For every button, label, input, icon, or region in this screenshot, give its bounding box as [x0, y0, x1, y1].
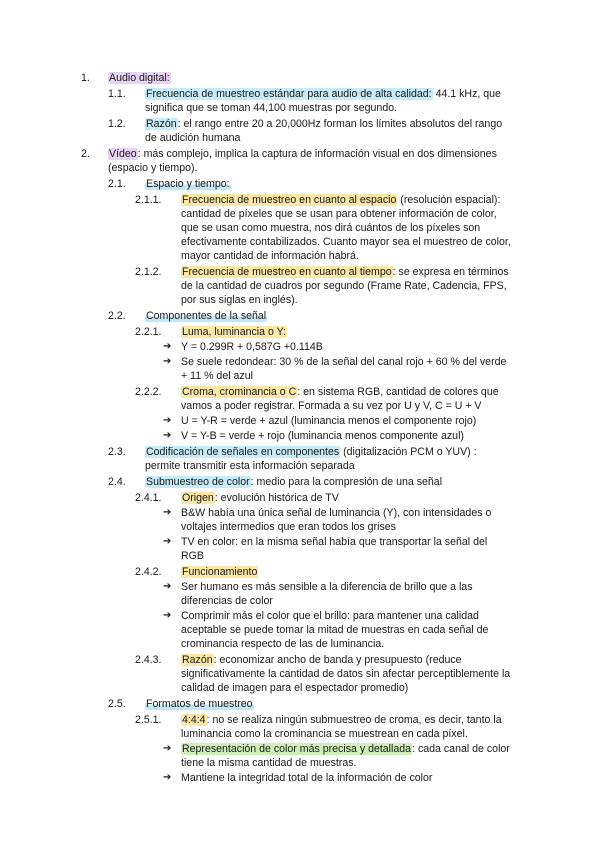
item-text	[181, 325, 287, 339]
highlight-blue: Formatos de muestreo	[146, 698, 253, 710]
right-arrow-icon: ➔	[163, 610, 172, 621]
highlight-blue: Componentes de la señal	[146, 310, 267, 322]
item-text	[181, 565, 258, 579]
bullet-text: tiene la misma cantidad de muestras.	[181, 757, 357, 769]
item-text: por sus siglas en inglés).	[181, 294, 298, 306]
item-text: Croma, crominancia o C: en sistema RGB, cantidad de colores que	[182, 386, 499, 398]
list-number: 2.1.1.	[135, 194, 162, 206]
bullet-text: B&W había una única señal de luminancia (Y), con intensidades o	[181, 507, 492, 519]
list-number: 2.1.	[108, 178, 126, 190]
highlight-yellow: Croma, crominancia o C	[182, 386, 297, 398]
list-number: 1.	[81, 72, 90, 84]
item-text: Razón: economizar ancho de banda y presupuesto (reduce	[182, 654, 462, 666]
item-text: Frecuencia de muestreo en cuanto al espacio (resolución espacial):	[182, 194, 501, 206]
item-text: cantidad de píxeles que se usan para obtener información de color,	[181, 208, 497, 220]
item-heading	[145, 309, 267, 323]
highlight-blue: Codificación de señales en componentes	[146, 446, 340, 458]
right-arrow-icon: ➔	[163, 430, 172, 441]
item-text: vamos a poder registrar. Formada a su vez por U y V, C = U + V	[181, 400, 482, 412]
bullet-text: Se suele redondear: 30 % de la señal del canal rojo + 60 % del verde	[181, 356, 507, 368]
item-text: de la cantidad de cuadros por segundo (Frame Rate, Cadencia, FPS,	[181, 280, 507, 292]
right-arrow-icon: ➔	[163, 356, 172, 367]
item-video: Vídeo: más complejo, implica la captura de información visual en dos dimensiones	[109, 148, 497, 160]
right-arrow-icon: ➔	[163, 415, 172, 426]
item-text: permite transmitir esta información separada	[145, 460, 355, 472]
bullet-text: crominancia respecto de las de luminancia.	[181, 638, 385, 650]
bullet-text: Representación de color más precisa y detallada: cada canal de color	[182, 743, 510, 755]
item-text: que se usan como muestra, nos dirá cuántos de los píxeles son	[181, 222, 481, 234]
list-number: 2.	[81, 148, 90, 160]
item-text: significativamente la cantidad de datos sin afectar perceptiblemente la	[181, 668, 511, 680]
highlight-purple: Vídeo	[109, 148, 137, 160]
item-text: significa que se toman 44,100 muestras por segundo.	[145, 102, 398, 114]
bullet-text: + 11 % del azul	[181, 370, 253, 382]
bullet-text: TV en color: en la misma señal había que transportar la señal del	[181, 536, 488, 548]
list-number: 2.4.	[108, 476, 126, 488]
right-arrow-icon: ➔	[163, 536, 172, 547]
highlight-green: Representación de color más precisa y detallada	[182, 743, 412, 755]
right-arrow-icon: ➔	[163, 772, 172, 783]
bullet-text: Ser humano es más sensible a la diferencia de brillo que a las	[181, 581, 473, 593]
list-number: 2.2.2.	[135, 386, 162, 398]
list-number: 2.1.2.	[135, 266, 162, 278]
bullet-text: U = Y-R = verde + azul (luminancia menos el componente rojo)	[181, 415, 477, 427]
highlight-yellow: Frecuencia de muestreo en cuanto al espacio	[182, 194, 397, 206]
highlight-yellow: Origen	[182, 492, 214, 504]
list-number: 2.5.1.	[135, 714, 162, 726]
highlight-yellow: 4:4:4	[182, 714, 206, 726]
item-text: de audición humana	[145, 132, 241, 144]
highlight-blue: Submuestreo de color	[146, 476, 250, 488]
right-arrow-icon: ➔	[163, 341, 172, 352]
item-text: calidad de imagen para el espectador promedio)	[181, 682, 409, 694]
bullet-text: diferencias de color	[181, 595, 273, 607]
bullet-text: Comprimir más el color que el brillo: para mantener una calidad	[181, 610, 479, 622]
list-number: 2.3.	[108, 446, 126, 458]
item-audio-digital	[108, 71, 171, 85]
right-arrow-icon: ➔	[163, 743, 172, 754]
bullet-text: RGB	[181, 550, 204, 562]
highlight-yellow: Luma, luminancia o Y:	[182, 326, 287, 338]
highlight-purple: Audio digital:	[109, 72, 170, 84]
item-text: Frecuencia de muestreo estándar para audio de alta calidad: 44.1 kHz, que	[146, 88, 501, 100]
right-arrow-icon: ➔	[163, 507, 172, 518]
item-heading	[145, 697, 254, 711]
highlight-blue: Frecuencia de muestreo estándar para audio de alta calidad:	[146, 88, 432, 100]
item-text: luminancia como la crominancia se muestrean en cada píxel.	[181, 728, 468, 740]
highlight-yellow: Funcionamiento	[182, 566, 258, 578]
list-number: 1.2.	[108, 118, 126, 130]
bullet-text: aceptable se puede tomar la mitad de muestras en cada señal de	[181, 624, 489, 636]
list-number: 2.5.	[108, 698, 126, 710]
list-number: 1.1.	[108, 88, 126, 100]
bullet-text: Mantiene la integridad total de la información de color	[181, 772, 433, 784]
item-text: Frecuencia de muestreo en cuanto al tiempo: se expresa en términos	[182, 266, 509, 278]
highlight-yellow: Frecuencia de muestreo en cuanto al tiempo	[182, 266, 392, 278]
item-heading	[145, 177, 231, 191]
item-text: (espacio y tiempo).	[108, 162, 198, 174]
highlight-yellow: Razón	[182, 654, 213, 666]
highlight-blue: Razón	[146, 118, 177, 130]
list-number: 2.4.2.	[135, 566, 162, 578]
item-text: efectivamente contabilizados. Cuanto mayor sea el muestreo de color,	[181, 236, 511, 248]
right-arrow-icon: ➔	[163, 581, 172, 592]
bullet-text: Y = 0.299R + 0,587G +0.114B	[181, 341, 323, 353]
list-number: 2.2.1.	[135, 326, 162, 338]
item-text: Submuestreo de color: medio para la compresión de una señal	[146, 476, 443, 488]
item-text: Razón: el rango entre 20 a 20,000Hz forman los límites absolutos del rango	[146, 118, 503, 130]
list-number: 2.2.	[108, 310, 126, 322]
item-text: Codificación de señales en componentes (digitalización PCM o YUV) :	[146, 446, 477, 458]
bullet-text: voltajes intermedios que eran todos los grises	[181, 521, 396, 533]
highlight-blue: Espacio y tiempo:	[146, 178, 230, 190]
item-text: mayor cantidad de información habrá.	[181, 250, 359, 262]
list-number: 2.4.1.	[135, 492, 162, 504]
item-text: Origen: evolución histórica de TV	[182, 492, 339, 504]
bullet-text: V = Y-B = verde + rojo (luminancia menos componente azul)	[181, 430, 464, 442]
item-text: 4:4:4: no se realiza ningún submuestreo de croma, es decir, tanto la	[182, 714, 502, 726]
list-number: 2.4.3.	[135, 654, 162, 666]
